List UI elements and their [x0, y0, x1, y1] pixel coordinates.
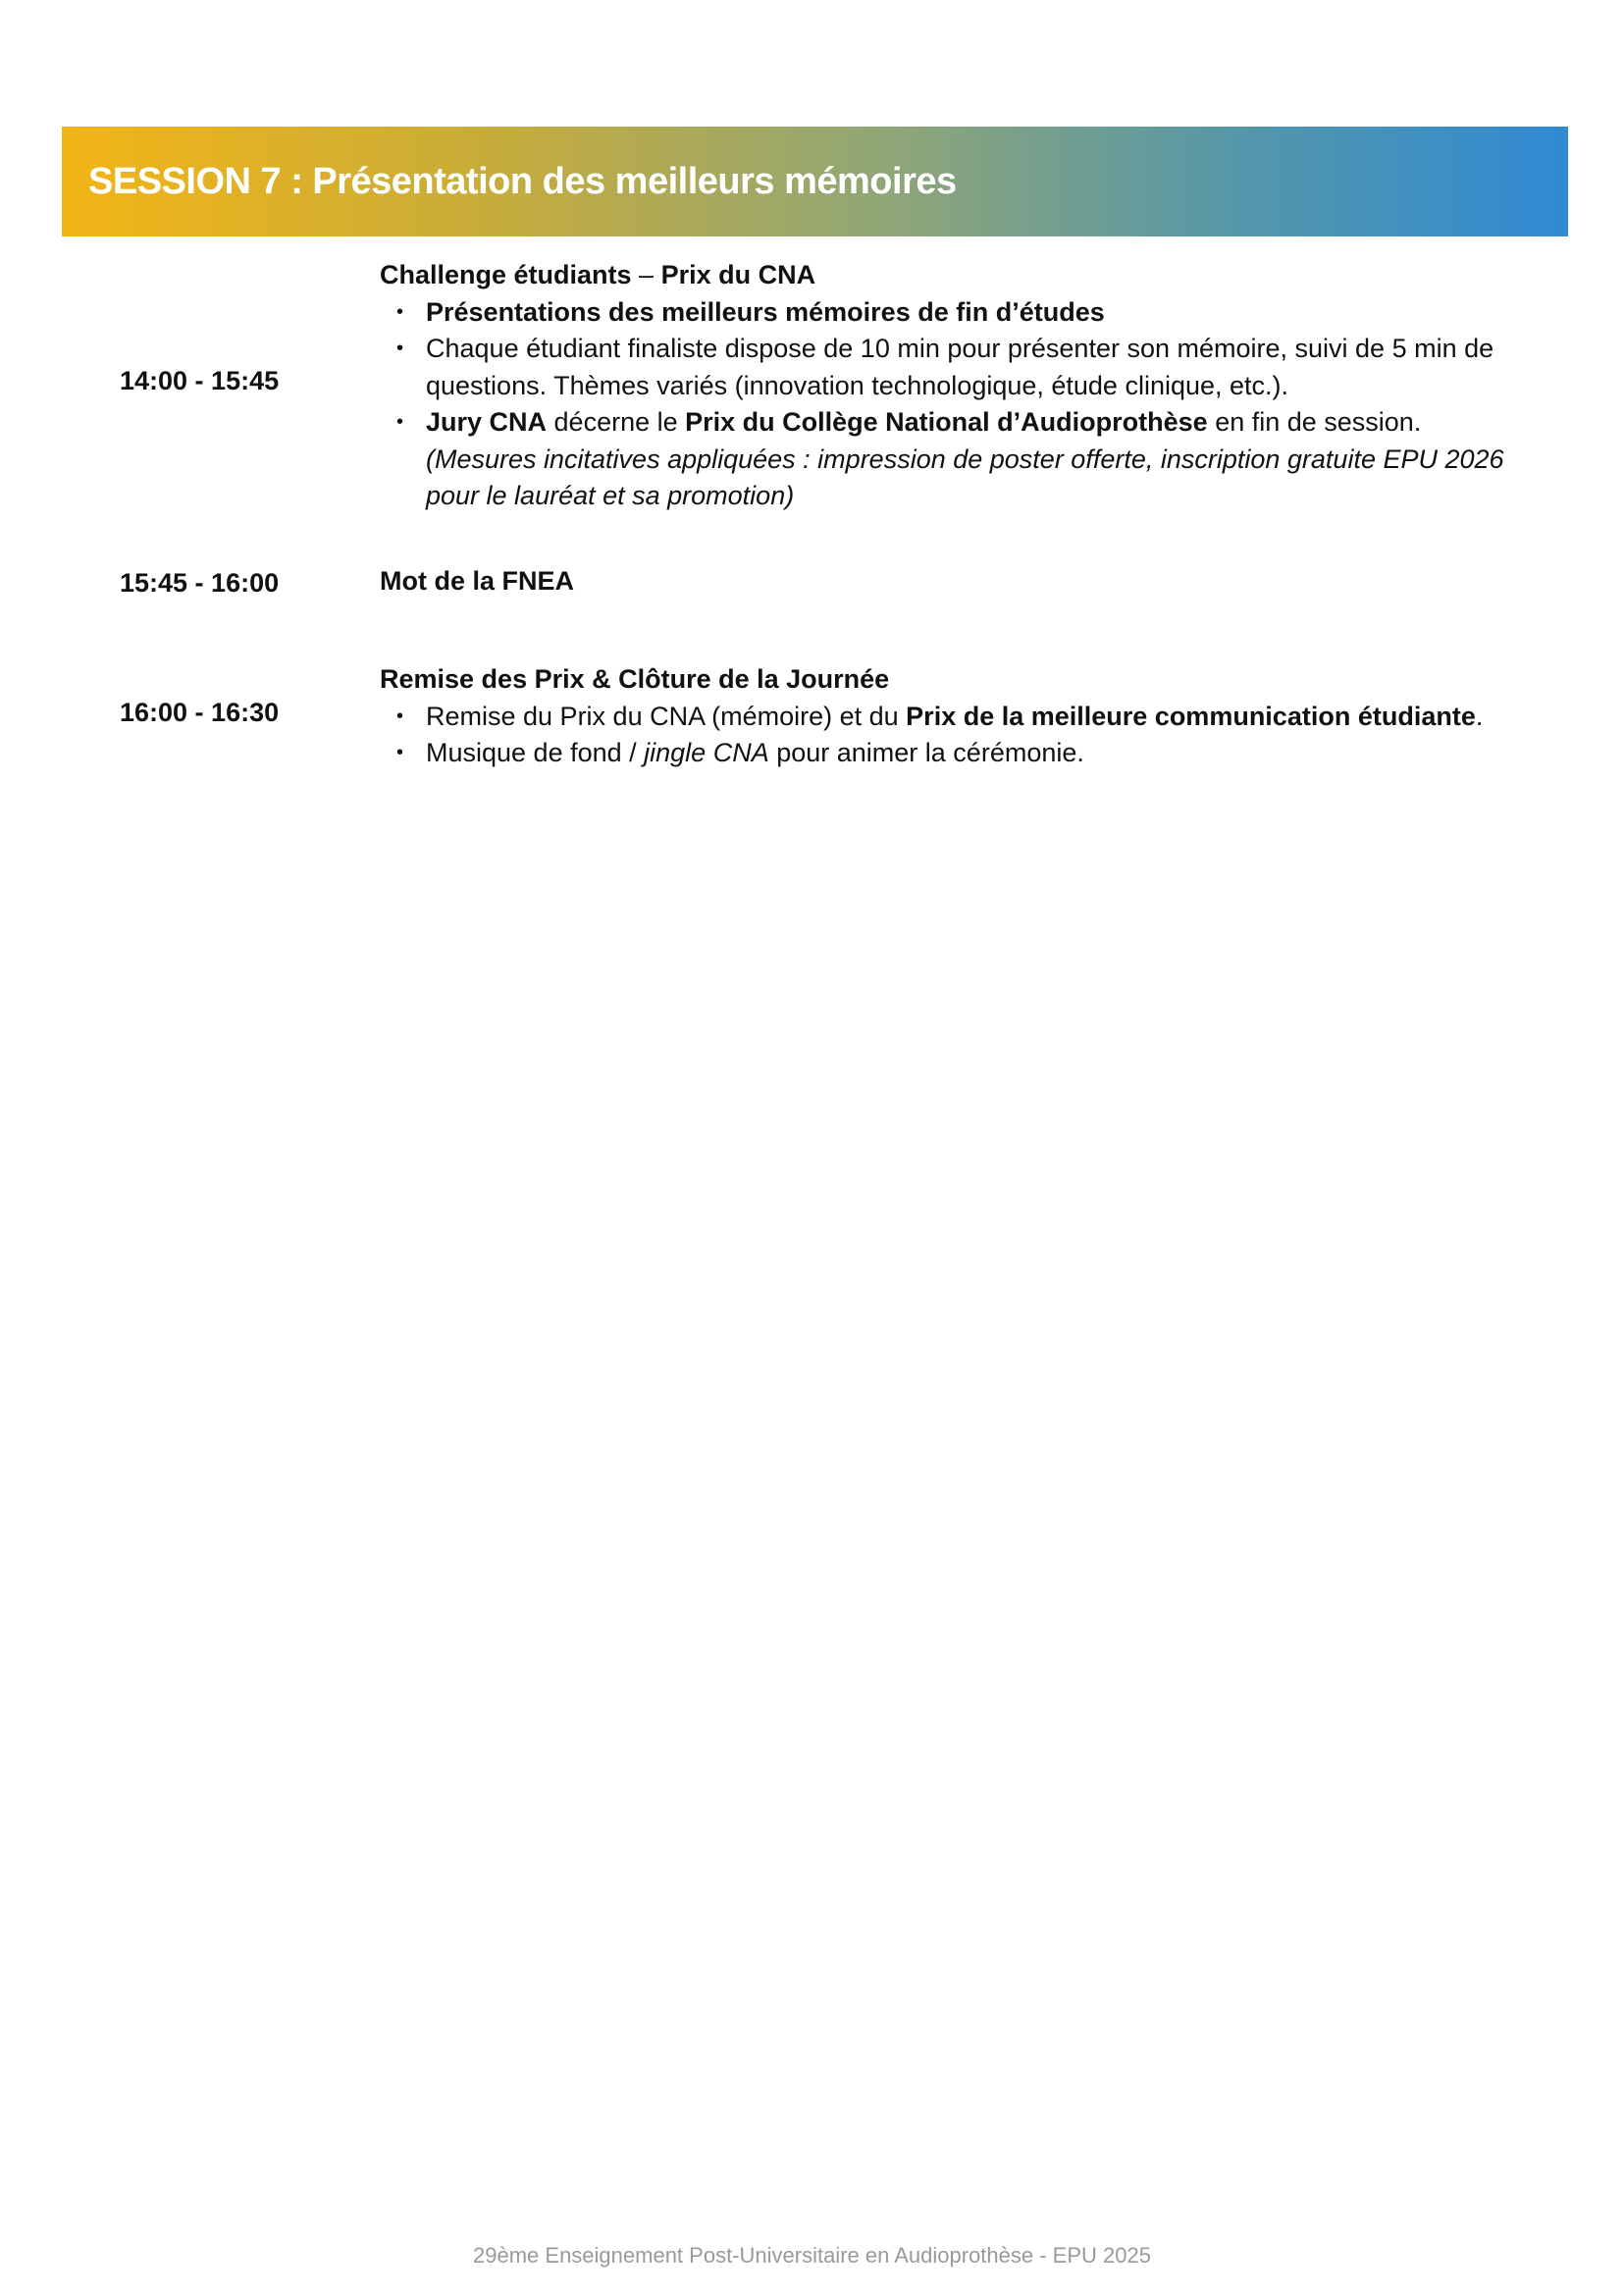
bullet-bold: Prix de la meilleure communication étudiante — [906, 701, 1476, 731]
bullet-item — [380, 404, 1557, 515]
session-banner — [62, 127, 1568, 236]
bullet-text: pour animer la cérémonie. — [768, 738, 1084, 767]
bullet-note: (Mesures incitatives appliquées : impression de poster offerte, inscription gratuite EPU 2026 pour le lauréat et sa promotion) — [426, 444, 1504, 510]
item-heading: Remise des Prix & Clôture de la Journée — [380, 664, 890, 694]
session-content — [380, 563, 1557, 600]
bullet-item — [380, 699, 1557, 736]
bullet-text: Remise du Prix du CNA (mémoire) et du — [426, 701, 907, 731]
session-content — [380, 661, 1557, 772]
item-heading — [380, 257, 1557, 294]
heading-part: Prix du CNA — [660, 260, 816, 289]
bullet-text: Présentations des meilleurs mémoires de fin d’études — [426, 296, 1105, 327]
time-slot: 15:45 - 16:00 — [120, 568, 280, 598]
session-title: SESSION 7 : Présentation des meilleurs mémoires — [88, 160, 957, 202]
bullet-text: en fin de session. — [1207, 407, 1422, 437]
bullet-item — [380, 331, 1557, 404]
item-heading: Mot de la FNEA — [380, 566, 575, 596]
time-slot: 16:00 - 16:30 — [120, 698, 280, 727]
page-footer: 29ème Enseignement Post-Universitaire en Audioprothèse - EPU 2025 — [473, 2243, 1151, 2268]
heading-dash: – — [631, 260, 661, 289]
bullet-text: Musique de fond / — [426, 738, 645, 767]
bullet-list — [380, 294, 1557, 515]
bullet-item — [380, 294, 1557, 332]
heading-part: Challenge étudiants — [380, 260, 632, 289]
bullet-text: Chaque étudiant finaliste dispose de 10 min pour présenter son mémoire, suivi de 5 min de questions. Thèmes variés (innovation technologique, étude clinique, etc.). — [426, 334, 1494, 400]
bullet-text: décerne le — [547, 407, 686, 437]
bullet-bold: Jury CNA — [426, 407, 548, 437]
session-content — [380, 257, 1557, 515]
bullet-text: . — [1475, 701, 1484, 731]
bullet-bold: Prix du Collège National d’Audioprothèse — [685, 407, 1208, 437]
time-slot: 14:00 - 15:45 — [120, 366, 280, 395]
bullet-list — [380, 699, 1557, 772]
bullet-item — [380, 735, 1557, 772]
bullet-italic: jingle CNA — [644, 738, 769, 767]
